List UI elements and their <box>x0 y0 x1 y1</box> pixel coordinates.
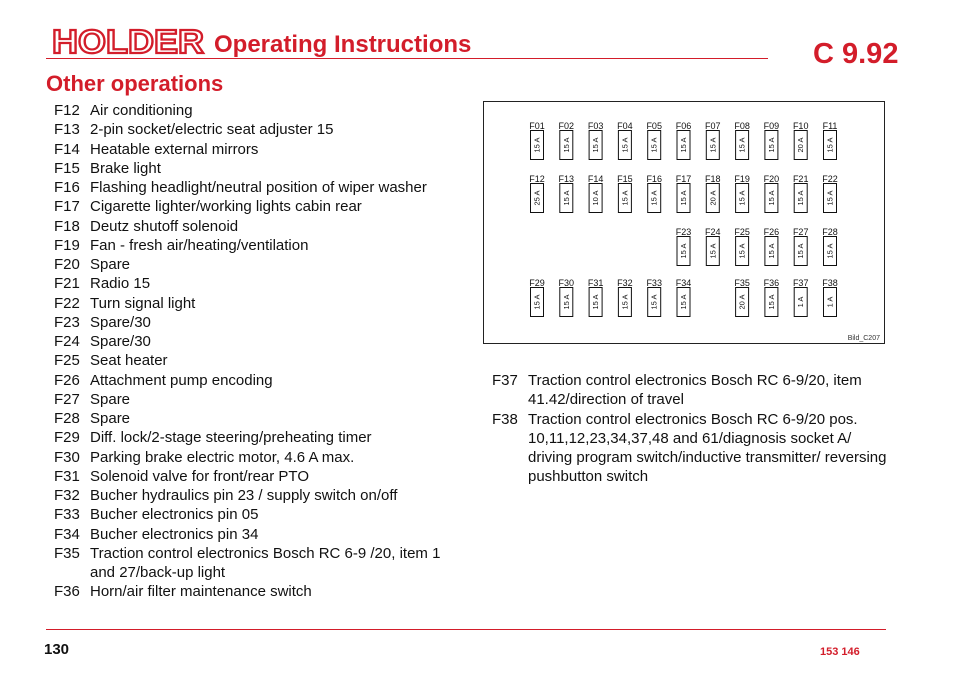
fuse-list-item <box>54 274 454 293</box>
fuse-rating: 15 A <box>708 243 718 259</box>
fuse-slot <box>734 227 750 266</box>
fuse-list-item <box>54 313 454 332</box>
fuse-label: F25 <box>734 227 750 237</box>
section-title: Other operations <box>46 71 224 96</box>
fuse-list-item <box>54 428 454 447</box>
fuse-list-item <box>54 159 454 178</box>
fuse-rating: 15 A <box>591 137 601 153</box>
fuse-list-item <box>54 120 454 139</box>
fuse-slot <box>617 121 633 160</box>
fuse-id: F20 <box>54 256 80 273</box>
fuse-rating: 15 A <box>532 294 542 310</box>
fuse-id: F18 <box>54 217 80 235</box>
fuse-rating: 15 A <box>679 137 688 153</box>
fuse-list-item <box>54 467 454 486</box>
fuse-slot <box>676 174 692 213</box>
fuse-description: Deutz shutoff solenoid <box>90 217 239 235</box>
fuse-list-item <box>492 410 892 487</box>
fuse-description: Parking brake electric motor, 4.6 A max. <box>90 448 355 466</box>
fuse-slot <box>646 174 662 213</box>
fuse-rating: 15 A <box>620 294 630 310</box>
fuse-slot <box>822 227 838 266</box>
fuse-label: F29 <box>529 278 545 288</box>
fuse-id: F30 <box>54 448 80 466</box>
fuse-rating: 15 A <box>737 243 747 259</box>
fuse-list-item <box>54 294 454 313</box>
fuse-label: F21 <box>792 174 809 184</box>
fuse-rating: 15 A <box>620 190 630 206</box>
fuse-label: F34 <box>675 278 692 288</box>
footer-rule <box>46 629 886 630</box>
fuse-id: F24 <box>54 333 80 350</box>
fuse-list-item <box>54 236 454 255</box>
fuse-label: F26 <box>763 227 780 237</box>
fuse-description: Horn/air filter maintenance switch <box>90 583 312 601</box>
fuse-label: F38 <box>822 278 838 288</box>
fuse-rating: 1 A <box>796 296 806 308</box>
fuse-slot <box>822 278 838 317</box>
fuse-slot <box>559 278 575 317</box>
fuse-rating: 15 A <box>679 190 688 206</box>
fuse-slot <box>822 174 838 213</box>
fuse-slot <box>793 278 809 317</box>
fuse-description: Flashing headlight/neutral position of wiper washer <box>90 179 427 196</box>
fuse-id: F17 <box>54 198 80 216</box>
fuse-slot <box>705 121 721 160</box>
fuse-list-item <box>54 448 454 467</box>
fuse-id: F31 <box>54 467 80 485</box>
fuse-description: Fan - fresh air/heating/ventilation <box>90 236 309 254</box>
fuse-description: Turn signal light <box>90 294 196 312</box>
fuse-label: F12 <box>529 174 545 184</box>
fuse-label: F06 <box>675 121 692 131</box>
fuse-rating: 15 A <box>591 294 601 310</box>
fuse-description: 2-pin socket/electric seat adjuster 15 <box>90 121 334 139</box>
fuse-slot <box>793 174 809 213</box>
fuse-list-item <box>54 101 454 120</box>
fuse-id: F27 <box>54 390 80 408</box>
fuse-id: F21 <box>54 275 80 293</box>
fuse-description: Heatable external mirrors <box>90 140 259 158</box>
fuse-list-item <box>54 486 454 505</box>
fuse-slot <box>705 227 721 266</box>
fuse-label: F28 <box>822 227 838 237</box>
fuse-id: F19 <box>54 236 80 254</box>
fuse-label: F22 <box>822 174 838 184</box>
fuse-list-item <box>54 178 454 197</box>
fuse-description: Spare/30 <box>90 313 151 331</box>
fuse-rating: 15 A <box>679 243 688 259</box>
fuse-rating: 15 A <box>737 190 747 206</box>
fuse-description: Spare <box>90 256 131 273</box>
fuse-rating: 20 A <box>708 190 718 206</box>
fuse-rating: 20 A <box>737 294 747 310</box>
fuse-rating: 15 A <box>679 294 688 310</box>
fuse-label: F01 <box>529 121 545 131</box>
fuse-id: F34 <box>54 525 80 543</box>
fuse-rating: 15 A <box>649 137 659 153</box>
fuse-box-diagram <box>483 101 885 344</box>
fuse-id: F26 <box>54 371 80 389</box>
fuse-slot <box>676 227 692 266</box>
fuse-list-item <box>54 390 454 409</box>
fuse-slot <box>764 121 780 160</box>
fuse-label: F33 <box>646 278 662 288</box>
fuse-label: F14 <box>587 174 604 184</box>
fuse-rating: 15 A <box>737 137 747 153</box>
fuse-id: F23 <box>54 313 80 331</box>
fuse-rating: 15 A <box>796 243 806 259</box>
fuse-slot <box>646 121 662 160</box>
brand-wordmark: HOLDER <box>52 24 205 58</box>
fuse-list-item <box>54 505 454 524</box>
fuse-label: F05 <box>646 121 662 131</box>
fuse-slot <box>734 174 750 213</box>
header-rule <box>46 58 768 59</box>
fuse-label: F35 <box>734 278 750 288</box>
fuse-description: Traction control electronics Bosch RC 6-9 /20, item 1 and 27/back-up light <box>90 544 441 581</box>
fuse-list-right <box>492 371 892 487</box>
fuse-label: F15 <box>617 174 633 184</box>
fuse-list-item <box>54 409 454 428</box>
fuse-list-item <box>54 525 454 544</box>
fuse-slot <box>676 121 692 160</box>
fuse-label: F32 <box>617 278 633 288</box>
fuse-label: F17 <box>675 174 692 184</box>
fuse-slot <box>823 121 838 160</box>
fuse-rating: 15 A <box>766 190 776 206</box>
fuse-rating: 15 A <box>561 190 571 206</box>
fuse-id: F32 <box>54 487 80 504</box>
fuse-label: F13 <box>558 174 575 184</box>
fuse-label: F11 <box>822 121 838 131</box>
fuse-label: F10 <box>792 121 809 131</box>
fuse-slot <box>676 278 692 317</box>
fuse-label: F03 <box>587 121 604 131</box>
fuse-list-item <box>54 197 454 216</box>
fuse-rating: 15 A <box>766 243 776 259</box>
fuse-description: Traction control electronics Bosch RC 6-9/20, item 41.42/direction of travel <box>528 372 862 409</box>
fuse-id: F22 <box>54 294 80 312</box>
fuse-label: F09 <box>763 121 780 131</box>
fuse-slot <box>559 121 575 160</box>
fuse-description: Spare <box>90 390 131 408</box>
fuse-id: F38 <box>492 410 518 428</box>
fuse-id: F15 <box>54 159 80 177</box>
fuse-rating: 15 A <box>561 137 571 153</box>
fuse-slot <box>529 278 545 317</box>
fuse-rating: 15 A <box>620 137 630 153</box>
fuse-label: F31 <box>587 278 604 288</box>
fuse-id: F29 <box>54 429 80 447</box>
fuse-description: Attachment pump encoding <box>90 371 273 389</box>
fuse-description: Seat heater <box>90 352 168 370</box>
fuse-rating: 15 A <box>825 137 835 153</box>
fuse-label: F20 <box>763 174 780 184</box>
fuse-id: F37 <box>492 372 518 389</box>
document-code: 153 146 <box>820 646 860 658</box>
chapter-code: C 9.92 <box>813 38 899 70</box>
fuse-id: F13 <box>54 121 80 139</box>
fuse-label: F23 <box>675 227 692 237</box>
fuse-id: F33 <box>54 506 80 524</box>
fuse-rating: 15 A <box>825 243 835 259</box>
fuse-slot <box>764 227 780 266</box>
fuse-label: F37 <box>792 278 809 288</box>
fuse-id: F28 <box>54 410 80 427</box>
fuse-label: F18 <box>705 174 721 184</box>
holder-logo <box>52 24 207 58</box>
fuse-list-left <box>54 101 454 602</box>
fuse-rating: 10 A <box>591 190 601 206</box>
fuse-label: F36 <box>763 278 780 288</box>
fuse-slot <box>793 121 809 160</box>
fuse-rating: 1 A <box>825 296 835 308</box>
fuse-slot <box>559 174 575 213</box>
fuse-slot <box>588 174 604 213</box>
fuse-id: F35 <box>54 544 80 562</box>
fuse-description: Spare/30 <box>90 333 151 350</box>
fuse-slot <box>617 278 633 317</box>
page-number: 130 <box>44 641 70 658</box>
fuse-rating: 15 A <box>649 294 659 310</box>
fuse-rating: 15 A <box>532 137 542 153</box>
fuse-list-item <box>54 255 454 274</box>
fuse-slot <box>764 174 780 213</box>
fuse-slot <box>529 174 545 213</box>
fuse-description: Air conditioning <box>90 102 193 119</box>
fuse-list-item <box>54 371 454 390</box>
fuse-description: Diff. lock/2-stage steering/preheating timer <box>90 429 372 447</box>
fuse-id: F16 <box>54 179 80 196</box>
fuse-list-item <box>54 332 454 351</box>
fuse-description: Bucher hydraulics pin 23 / supply switch on/off <box>90 487 398 504</box>
fuse-rating: 15 A <box>561 294 571 310</box>
fuse-rating: 15 A <box>766 294 776 310</box>
fuse-description: Radio 15 <box>90 275 151 293</box>
fuse-slot <box>529 121 545 160</box>
fuse-slot <box>617 174 633 213</box>
fuse-label: F07 <box>705 121 721 131</box>
document-title: Operating Instructions <box>214 31 472 58</box>
fuse-slot <box>734 278 750 317</box>
fuse-slot <box>646 278 662 317</box>
fuse-list-item <box>54 217 454 236</box>
fuse-list-item <box>54 140 454 159</box>
fuse-label: F19 <box>734 174 750 184</box>
fuse-slot <box>734 121 750 160</box>
fuse-slot <box>588 121 604 160</box>
fuse-rating: 15 A <box>825 190 835 206</box>
fuse-slot <box>764 278 780 317</box>
fuse-rating: 20 A <box>796 137 806 153</box>
fuse-list-item <box>54 351 454 370</box>
fuse-label: F16 <box>646 174 662 184</box>
fuse-label: F04 <box>617 121 633 131</box>
fuse-box-svg <box>484 102 884 343</box>
fuse-label: F30 <box>558 278 575 288</box>
fuse-id: F14 <box>54 140 80 158</box>
fuse-rating: 15 A <box>649 190 659 206</box>
fuse-rating: 15 A <box>708 137 718 153</box>
fuse-slot <box>793 227 809 266</box>
fuse-description: Bucher electronics pin 34 <box>90 525 259 543</box>
diagram-caption: Bild_C207 <box>847 335 880 342</box>
fuse-description: Brake light <box>90 159 161 177</box>
fuse-slot <box>705 174 721 213</box>
fuse-label: F24 <box>705 227 721 237</box>
fuse-description: Bucher electronics pin 05 <box>90 506 259 524</box>
fuse-id: F36 <box>54 583 80 601</box>
fuse-description: Spare <box>90 410 131 427</box>
fuse-slot <box>588 278 604 317</box>
fuse-list-item <box>54 544 454 583</box>
fuse-label: F27 <box>792 227 809 237</box>
fuse-list-item <box>492 371 892 410</box>
fuse-id: F25 <box>54 352 80 370</box>
fuse-rating: 15 A <box>796 190 806 206</box>
fuse-label: F08 <box>734 121 750 131</box>
fuse-description: Cigarette lighter/working lights cabin rear <box>90 198 362 216</box>
fuse-list-item <box>54 582 454 601</box>
fuse-description: Solenoid valve for front/rear PTO <box>90 467 309 485</box>
fuse-rating: 15 A <box>766 137 776 153</box>
fuse-id: F12 <box>54 102 80 119</box>
fuse-description: Traction control electronics Bosch RC 6-9/20 pos. 10,11,12,23,34,37,48 and 61/diagnosis socket A/ driving program switch/inductive transmitter/ reversing pushbutton switch <box>528 410 887 486</box>
fuse-rating: 25 A <box>532 190 542 206</box>
fuse-label: F02 <box>558 121 575 131</box>
